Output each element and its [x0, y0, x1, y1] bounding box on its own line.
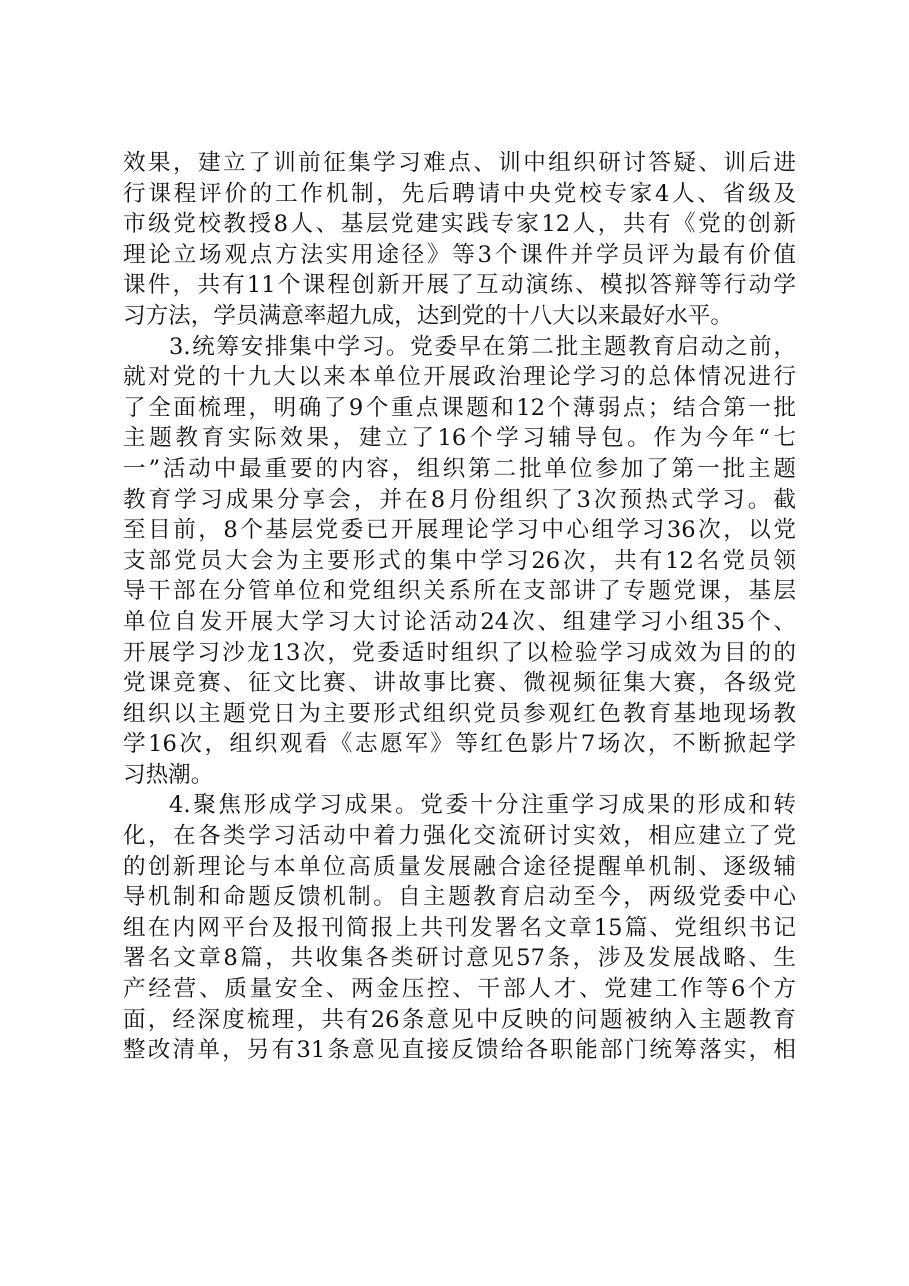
text-line: 组织以主题党日为主要形式组织党员参观红色教育基地现场教: [123, 700, 796, 727]
text-line: 就对党的十九大以来本单位开展政治理论学习的总体情况进行: [123, 364, 796, 391]
text-line: 产经营、质量安全、两金压控、干部人才、党建工作等6个方: [123, 976, 796, 1003]
text-line: 主题教育实际效果，建立了16个学习辅导包。作为今年“七: [123, 425, 796, 452]
text-line: 课件，共有11个课程创新开展了互动演练、模拟答辩等行动学: [123, 272, 796, 299]
text-line: 一”活动中最重要的内容，组织第二批单位参加了第一批主题: [123, 455, 796, 482]
text-line: 了全面梳理，明确了9个重点课题和12个薄弱点；结合第一批: [123, 394, 796, 421]
text-line: 整改清单，另有31条意见直接反馈给各职能部门统筹落实，相: [123, 1037, 796, 1064]
text-line: 署名文章8篇，共收集各类研讨意见57条，涉及发展战略、生: [123, 945, 796, 972]
text-line: 化，在各类学习活动中着力强化交流研讨实效，相应建立了党: [123, 823, 796, 850]
text-line: 党课竞赛、征文比赛、讲故事比赛、微视频征集大赛，各级党: [123, 670, 796, 697]
text-line: 学16次，组织观看《志愿军》等红色影片7场次，不断掀起学: [123, 731, 796, 758]
text-line: 习方法，学员满意率超九成，达到党的十八大以来最好水平。: [123, 302, 734, 329]
text-line: 导干部在分管单位和党组织关系所在支部讲了专题党课，基层: [123, 578, 796, 605]
text-line: 组在内网平台及报刊简报上共刊发署名文章15篇、党组织书记: [123, 914, 796, 941]
text-line: 4.聚焦形成学习成果。党委十分注重学习成果的形成和转: [169, 792, 796, 819]
document-body: [123, 148, 796, 1066]
text-line: 导机制和命题反馈机制。自主题教育启动至今，两级党委中心: [123, 884, 796, 911]
text-line: 支部党员大会为主要形式的集中学习26次，共有12名党员领: [123, 547, 796, 574]
text-line: 行课程评价的工作机制，先后聘请中央党校专家4人、省级及: [123, 180, 796, 207]
text-line: 开展学习沙龙13次，党委适时组织了以检验学习成效为目的的: [123, 639, 796, 666]
text-line: 效果，建立了训前征集学习难点、训中组织研讨答疑、训后进: [123, 150, 796, 176]
text-line: 面，经深度梳理，共有26条意见中反映的问题被纳入主题教育: [123, 1006, 796, 1033]
text-line: 习热潮。: [123, 761, 214, 788]
text-line: 至目前，8个基层党委已开展理论学习中心组学习36次，以党: [123, 517, 796, 544]
text-line: 3.统筹安排集中学习。党委早在第二批主题教育启动之前，: [169, 333, 796, 360]
text-line: 教育学习成果分享会，并在8月份组织了3次预热式学习。截: [123, 486, 796, 513]
text-line: 理论立场观点方法实用途径》等3个课件并学员评为最有价值: [123, 241, 796, 268]
text-line: 的创新理论与本单位高质量发展融合途径提醒单机制、逐级辅: [123, 853, 796, 880]
text-line: 单位自发开展大学习大讨论活动24次、组建学习小组35个、: [123, 608, 796, 635]
text-line: 市级党校教授8人、基层党建实践专家12人，共有《党的创新: [123, 211, 796, 238]
